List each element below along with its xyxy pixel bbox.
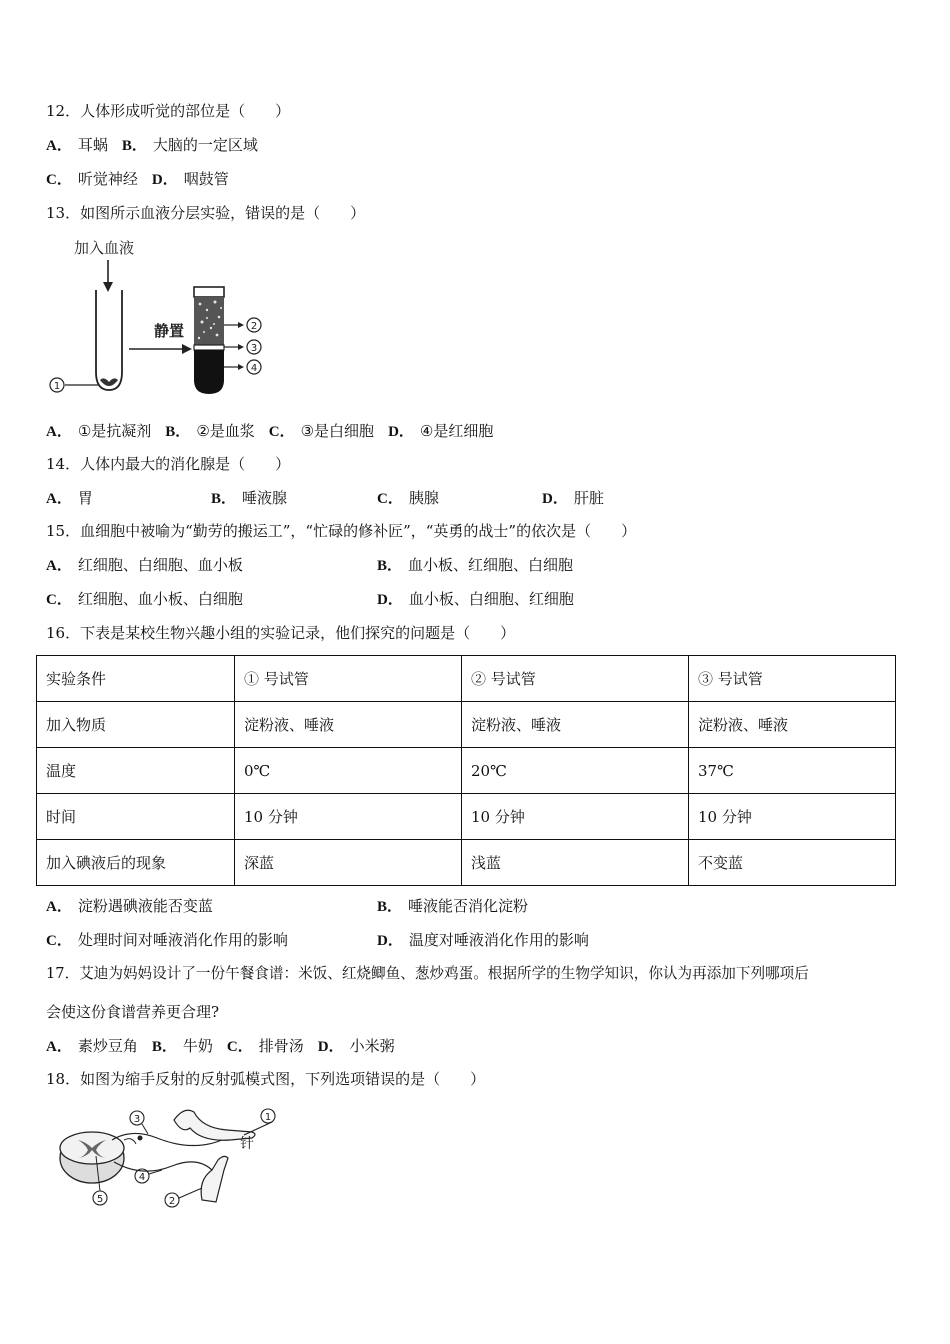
table-cell: ② 号试管: [462, 656, 689, 702]
option-text: 耳蜗: [77, 136, 108, 154]
option-text: 血小板、红细胞、白细胞: [408, 556, 574, 574]
option-text: ③是白细胞: [300, 422, 375, 440]
option-key: B．: [121, 138, 147, 154]
q14-option-c: [377, 488, 439, 509]
q16-option-a: [46, 896, 213, 917]
option-key: D．: [151, 172, 178, 188]
reflex-arc-figure: [52, 1100, 292, 1215]
blood-layering-figure: [44, 232, 284, 407]
option-text: 小米粥: [349, 1037, 395, 1055]
table-cell: 20℃: [462, 748, 689, 794]
option-text: 温度对唾液消化作用的影响: [408, 931, 589, 949]
table-row: [37, 656, 896, 702]
ganglion: [138, 1136, 143, 1141]
option-text: 排骨汤: [258, 1037, 304, 1055]
option-key: B．: [377, 558, 403, 574]
q14-option-a: [46, 488, 93, 509]
motor-nerve: [114, 1162, 212, 1171]
table-row: [37, 702, 896, 748]
option-text: 红细胞、血小板、白细胞: [77, 590, 243, 608]
option-text: 听觉神经: [77, 170, 138, 188]
option-key: A．: [46, 899, 72, 915]
option-text: 胃: [77, 489, 93, 507]
option-key: D．: [388, 424, 414, 440]
q13-stem: 13．如图所示血液分层实验，错误的是（ ）: [46, 204, 366, 222]
marker-arrow-4: [238, 364, 244, 370]
table-cell: 0℃: [235, 748, 462, 794]
marker-4: 4: [138, 1172, 146, 1183]
table-row: [37, 748, 896, 794]
marker-3: 3: [250, 343, 258, 354]
q12-stem: 12．人体形成听觉的部位是（ ）: [46, 102, 291, 120]
option-key: B．: [165, 424, 191, 440]
dorsal-root: [124, 1139, 136, 1144]
option-text: 肝脏: [573, 489, 604, 507]
table-cell: 淀粉液、唾液: [462, 702, 689, 748]
add-arrow-head: [103, 282, 113, 292]
marker-arrow-2: [238, 322, 244, 328]
q12-options-row1: [46, 135, 258, 156]
experiment-table: [36, 655, 896, 886]
table-cell: ③ 号试管: [689, 656, 896, 702]
marker-line-3: [142, 1124, 148, 1134]
option-key: A．: [46, 558, 72, 574]
marker-5: 5: [96, 1194, 104, 1205]
q12-options-row2: [46, 169, 229, 190]
q16-option-b: [377, 896, 528, 917]
option-text: 大脑的一定区域: [152, 136, 258, 154]
q15-option-a: [46, 555, 243, 576]
q14-option-b: [211, 488, 287, 509]
marker-3: 3: [133, 1114, 141, 1125]
option-key: A．: [46, 138, 72, 154]
table-cell: 实验条件: [37, 656, 235, 702]
q14-option-d: [542, 488, 604, 509]
marker-4: 4: [250, 363, 258, 374]
q16-stem: 16．下表是某校生物兴趣小组的实验记录，他们探究的问题是（ ）: [46, 624, 516, 642]
option-key: C．: [226, 1039, 253, 1055]
marker-1: 1: [53, 381, 61, 392]
option-key: B．: [377, 899, 403, 915]
table-cell: 深蓝: [235, 840, 462, 886]
q16-option-c: [46, 930, 288, 951]
q13-options: [46, 421, 493, 442]
option-text: 淀粉遇碘液能否变蓝: [77, 897, 213, 915]
table-cell: 时间: [37, 794, 235, 840]
option-text: 唾液能否消化淀粉: [408, 897, 529, 915]
option-key: D．: [317, 1039, 344, 1055]
table-cell: 10 分钟: [235, 794, 462, 840]
option-key: A．: [46, 1039, 72, 1055]
option-key: C．: [46, 933, 72, 949]
option-text: ④是红细胞: [419, 422, 494, 440]
q15-option-d: [377, 589, 574, 610]
option-text: 咽鼓管: [183, 170, 229, 188]
marker-1: 1: [264, 1112, 272, 1123]
option-key: D．: [377, 933, 403, 949]
option-key: B．: [151, 1039, 177, 1055]
table-cell: 加入物质: [37, 702, 235, 748]
option-key: C．: [268, 424, 295, 440]
table-row: [37, 794, 896, 840]
q18-stem: 18．如图为缩手反射的反射弧模式图，下列选项错误的是（ ）: [46, 1070, 486, 1088]
table-cell: 浅蓝: [462, 840, 689, 886]
option-text: 红细胞、白细胞、血小板: [77, 556, 243, 574]
test-tube-1: [96, 290, 122, 390]
anticoagulant-drop: [100, 378, 118, 386]
option-text: ①是抗凝剂: [77, 422, 152, 440]
option-text: 牛奶: [182, 1037, 213, 1055]
option-key: D．: [542, 491, 568, 507]
table-cell: 37℃: [689, 748, 896, 794]
q15-option-b: [377, 555, 573, 576]
option-text: 血小板、白细胞、红细胞: [408, 590, 574, 608]
option-text: 唾液腺: [242, 489, 288, 507]
marker-arrow-3: [238, 344, 244, 350]
marker-2: 2: [168, 1196, 176, 1207]
option-key: C．: [46, 172, 72, 188]
white-cell-layer: [194, 345, 224, 350]
table-cell: 加入碘液后的现象: [37, 840, 235, 886]
rest-arrow-head: [182, 344, 192, 354]
tube2-top: [194, 287, 224, 297]
lower-arm: [201, 1156, 228, 1202]
q15-stem: 15．血细胞中被喻为“勤劳的搬运工”，“忙碌的修补匠”，“英勇的战士”的依次是（ ）: [46, 522, 637, 540]
q16-option-d: [377, 930, 589, 951]
table-cell: 不变蓝: [689, 840, 896, 886]
option-text: 胰腺: [408, 489, 439, 507]
option-text: 处理时间对唾液消化作用的影响: [77, 931, 288, 949]
option-key: B．: [211, 491, 237, 507]
option-key: C．: [46, 592, 72, 608]
q15-option-c: [46, 589, 243, 610]
q17-stem-line2: 会使这份食谱营养更合理?: [46, 1003, 220, 1021]
table-cell: 淀粉液、唾液: [689, 702, 896, 748]
q17-options: [46, 1036, 395, 1057]
table-cell: ① 号试管: [235, 656, 462, 702]
rest-label: 静置: [154, 322, 185, 340]
table-cell: 10 分钟: [689, 794, 896, 840]
marker-2: 2: [250, 321, 258, 332]
option-key: C．: [377, 491, 403, 507]
option-text: ②是血浆: [196, 422, 255, 440]
marker-line-2: [179, 1188, 202, 1198]
table-cell: 温度: [37, 748, 235, 794]
option-key: D．: [377, 592, 403, 608]
needle: [244, 1122, 272, 1135]
q14-stem: 14．人体内最大的消化腺是（ ）: [46, 455, 291, 473]
table-cell: 淀粉液、唾液: [235, 702, 462, 748]
table-cell: 10 分钟: [462, 794, 689, 840]
option-text: 素炒豆角: [77, 1037, 138, 1055]
table-row: [37, 840, 896, 886]
red-cell-layer: [194, 350, 224, 394]
option-key: A．: [46, 424, 72, 440]
add-blood-label: 加入血液: [74, 239, 135, 257]
needle-label: 针: [240, 1136, 254, 1152]
q17-stem-line1: 17．艾迪为妈妈设计了一份午餐食谱：米饭、红烧鲫鱼、葱炒鸡蛋。根据所学的生物学知识，你认为再添加下列哪项后: [46, 965, 809, 982]
option-key: A．: [46, 491, 72, 507]
